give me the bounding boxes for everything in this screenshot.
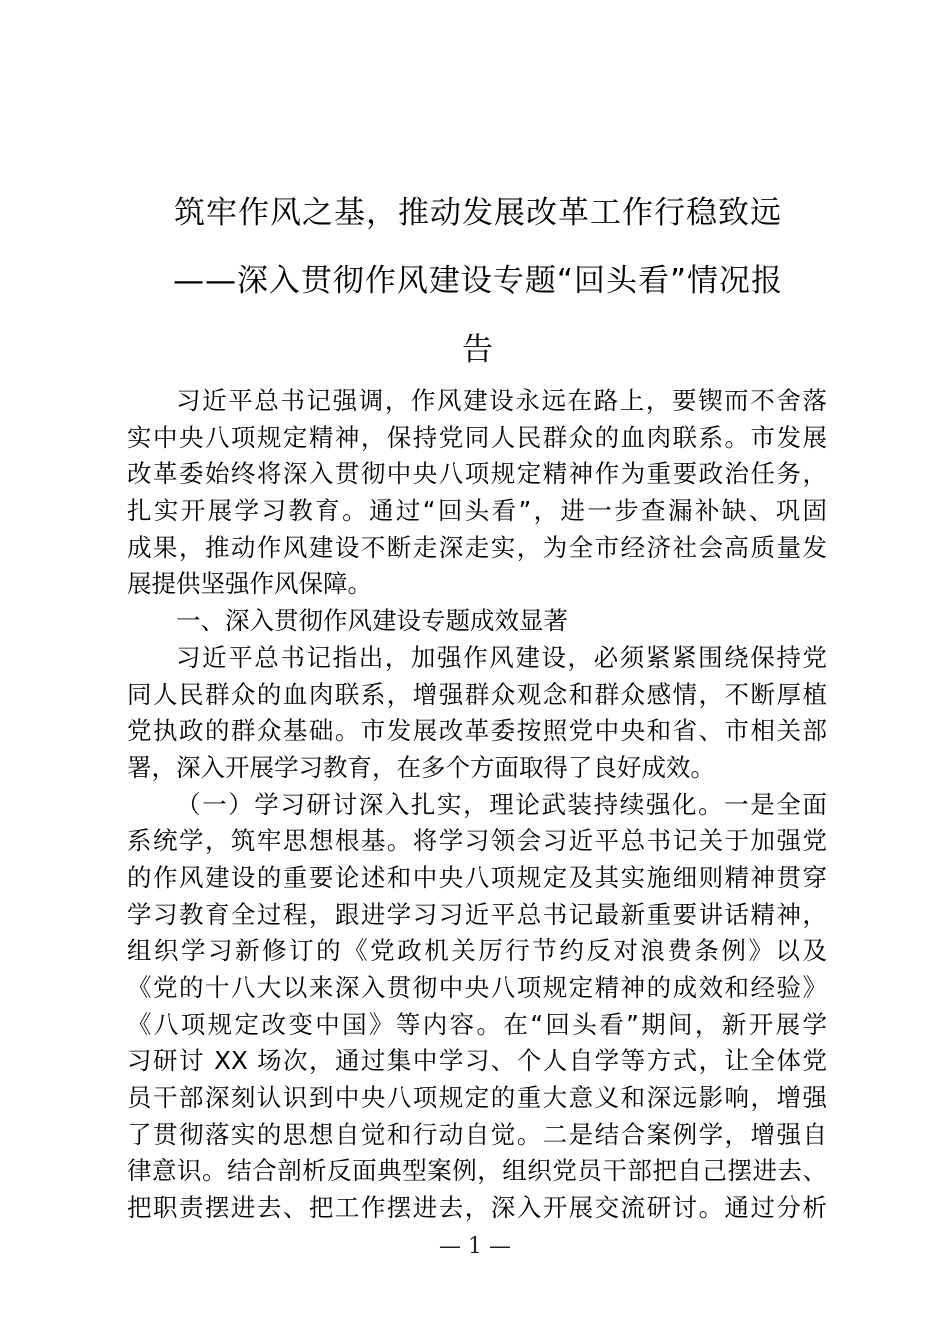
section-heading: 一、深入贯彻作风建设专题成效显著 — [176, 606, 568, 636]
body-line: 署，深入开展学习教育，在多个方面取得了良好成效。 — [127, 752, 715, 782]
body-line: 党执政的群众基础。市发展改革委按照党中央和省、市相关部 — [127, 716, 827, 746]
body-line: 同人民群众的血肉联系，增强群众观念和群众感情，不断厚植 — [127, 679, 827, 709]
body-line: 习研讨 XX 场次，通过集中学习、个人自学等方式，让全体党 — [127, 1046, 827, 1076]
page-number: — 1 — — [439, 1234, 511, 1259]
body-line: 组织学习新修订的《党政机关厉行节约反对浪费条例》以及 — [127, 936, 827, 966]
document-title-line-2: ——深入贯彻作风建设专题“回头看”情况报 — [172, 263, 784, 299]
body-line: 扎实开展学习教育。通过“回头看”，进一步查漏补缺、巩固 — [127, 496, 827, 526]
body-line: 习近平总书记强调，作风建设永远在路上，要锲而不舍落 — [176, 386, 827, 415]
body-line: 《八项规定改变中国》等内容。在“回头看”期间，新开展学 — [127, 1009, 827, 1039]
body-line: 《党的十八大以来深入贯彻中央八项规定精神的成效和经验》 — [127, 973, 827, 1002]
body-line: 把职责摆进去、把工作摆进去，深入开展交流研讨。通过分析 — [127, 1193, 827, 1223]
body-line: 实中央八项规定精神，保持党同人民群众的血肉联系。市发展 — [127, 422, 827, 452]
body-line: 员干部深刻认识到中央八项规定的重大意义和深远影响，增强 — [127, 1083, 827, 1113]
body-line: 习近平总书记指出，加强作风建设，必须紧紧围绕保持党 — [176, 642, 827, 672]
body-line: 学习教育全过程，跟进学习习近平总书记最新重要讲话精神， — [127, 899, 827, 929]
body-line: 展提供坚强作风保障。 — [127, 569, 372, 599]
body-line: 的作风建设的重要论述和中央八项规定及其实施细则精神贯穿 — [127, 862, 827, 892]
body-line: 律意识。结合剖析反面典型案例，组织党员干部把自己摆进去、 — [127, 1156, 827, 1186]
document-title-line-3: 告 — [462, 332, 494, 368]
body-line: （一）学习研讨深入扎实，理论武装持续强化。一是全面 — [176, 789, 827, 819]
body-line: 成果，推动作风建设不断走深走实，为全市经济社会高质量发 — [127, 532, 827, 562]
body-line: 系统学，筑牢思想根基。将学习领会习近平总书记关于加强党 — [127, 826, 827, 856]
body-line: 了贯彻落实的思想自觉和行动自觉。二是结合案例学，增强自 — [127, 1119, 827, 1149]
body-line: 改革委始终将深入贯彻中央八项规定精神作为重要政治任务， — [127, 459, 827, 489]
document-body — [127, 383, 827, 1227]
document-title-line-1: 筑牢作风之基，推动发展改革工作行稳致远 — [174, 195, 782, 231]
